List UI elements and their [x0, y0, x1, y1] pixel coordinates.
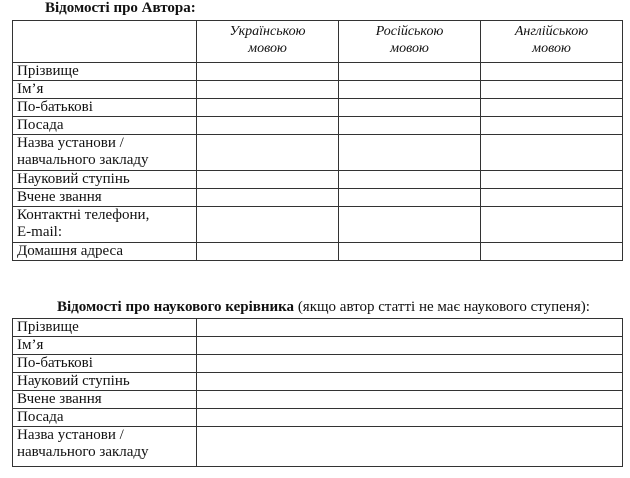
institution-russian-cell[interactable]: [339, 135, 481, 171]
position-english-cell[interactable]: [481, 117, 623, 135]
supervisor-academic-title-cell[interactable]: [197, 391, 623, 409]
position-russian-cell[interactable]: [339, 117, 481, 135]
institution-english-cell[interactable]: [481, 135, 623, 171]
contacts-ukrainian-cell[interactable]: [197, 207, 339, 243]
academic-title-russian-cell[interactable]: [339, 189, 481, 207]
contacts-english-cell[interactable]: [481, 207, 623, 243]
row-label-institution-line2: навчального закладу: [17, 152, 149, 168]
supervisor-label-academic-title: Вчене звання: [13, 391, 197, 409]
supervisor-row-surname: [13, 319, 623, 337]
author-row-surname: [13, 63, 623, 81]
row-label-institution: [13, 135, 197, 171]
surname-ukrainian-cell[interactable]: [197, 63, 339, 81]
surname-russian-cell[interactable]: [339, 63, 481, 81]
supervisor-row-patronymic: [13, 355, 623, 373]
author-row-home-address: [13, 243, 623, 261]
supervisor-label-name: Ім’я: [13, 337, 197, 355]
row-label-institution-line1: Назва установи /: [17, 135, 124, 151]
author-section-title: [45, 0, 196, 17]
author-row-contacts: [13, 207, 623, 243]
supervisor-label-institution-line1: Назва установи /: [17, 427, 124, 443]
row-label-contacts: [13, 207, 197, 243]
patronymic-english-cell[interactable]: [481, 99, 623, 117]
academic-title-english-cell[interactable]: [481, 189, 623, 207]
row-label-home-address: Домашня адреса: [13, 243, 197, 261]
supervisor-degree-cell[interactable]: [197, 373, 623, 391]
column-header-russian: Російською мовою: [339, 21, 481, 63]
degree-english-cell[interactable]: [481, 171, 623, 189]
author-row-patronymic: [13, 99, 623, 117]
supervisor-section-title-bold: Відомості про наукового керівника: [57, 299, 295, 315]
row-label-patronymic: По-батькові: [13, 99, 197, 117]
row-label-academic-title: Вчене звання: [13, 189, 197, 207]
author-row-academic-title: [13, 189, 623, 207]
name-ukrainian-cell[interactable]: [197, 81, 339, 99]
supervisor-institution-cell[interactable]: [197, 427, 623, 467]
supervisor-surname-cell[interactable]: [197, 319, 623, 337]
patronymic-russian-cell[interactable]: [339, 99, 481, 117]
row-label-contacts-line1: Контактні телефони,: [17, 207, 150, 223]
column-header-ukrainian: Українською мовою: [197, 21, 339, 63]
author-section-title-text: Відомості про Автора:: [45, 0, 196, 16]
supervisor-label-institution-line2: навчального закладу: [17, 444, 149, 460]
supervisor-row-name: [13, 337, 623, 355]
name-russian-cell[interactable]: [339, 81, 481, 99]
patronymic-ukrainian-cell[interactable]: [197, 99, 339, 117]
surname-english-cell[interactable]: [481, 63, 623, 81]
supervisor-row-position: [13, 409, 623, 427]
row-label-position: Посада: [13, 117, 197, 135]
supervisor-row-degree: [13, 373, 623, 391]
supervisor-row-academic-title: [13, 391, 623, 409]
supervisor-label-degree: Науковий ступінь: [13, 373, 197, 391]
column-header-english: Англійською мовою: [481, 21, 623, 63]
name-english-cell[interactable]: [481, 81, 623, 99]
institution-ukrainian-cell[interactable]: [197, 135, 339, 171]
supervisor-patronymic-cell[interactable]: [197, 355, 623, 373]
author-row-position: [13, 117, 623, 135]
row-label-name: Ім’я: [13, 81, 197, 99]
supervisor-position-cell[interactable]: [197, 409, 623, 427]
contacts-russian-cell[interactable]: [339, 207, 481, 243]
degree-ukrainian-cell[interactable]: [197, 171, 339, 189]
home-address-russian-cell[interactable]: [339, 243, 481, 261]
academic-title-ukrainian-cell[interactable]: [197, 189, 339, 207]
supervisor-label-position: Посада: [13, 409, 197, 427]
home-address-english-cell[interactable]: [481, 243, 623, 261]
supervisor-label-patronymic: По-батькові: [13, 355, 197, 373]
author-header-corner-cell: [13, 21, 197, 63]
position-ukrainian-cell[interactable]: [197, 117, 339, 135]
degree-russian-cell[interactable]: [339, 171, 481, 189]
supervisor-label-institution: [13, 427, 197, 467]
supervisor-section-title: [57, 299, 590, 316]
supervisor-label-surname: Прізвище: [13, 319, 197, 337]
row-label-contacts-line2: E-mail:: [17, 224, 62, 240]
author-row-degree: [13, 171, 623, 189]
home-address-ukrainian-cell[interactable]: [197, 243, 339, 261]
supervisor-info-table: [12, 318, 623, 467]
author-row-institution: [13, 135, 623, 171]
row-label-surname: Прізвище: [13, 63, 197, 81]
author-row-name: [13, 81, 623, 99]
supervisor-row-institution: [13, 427, 623, 467]
author-info-table: [12, 20, 623, 261]
supervisor-section-title-note: (якщо автор статті не має наукового ступеня):: [294, 299, 590, 315]
row-label-degree: Науковий ступінь: [13, 171, 197, 189]
supervisor-name-cell[interactable]: [197, 337, 623, 355]
author-header-row: [13, 21, 623, 63]
